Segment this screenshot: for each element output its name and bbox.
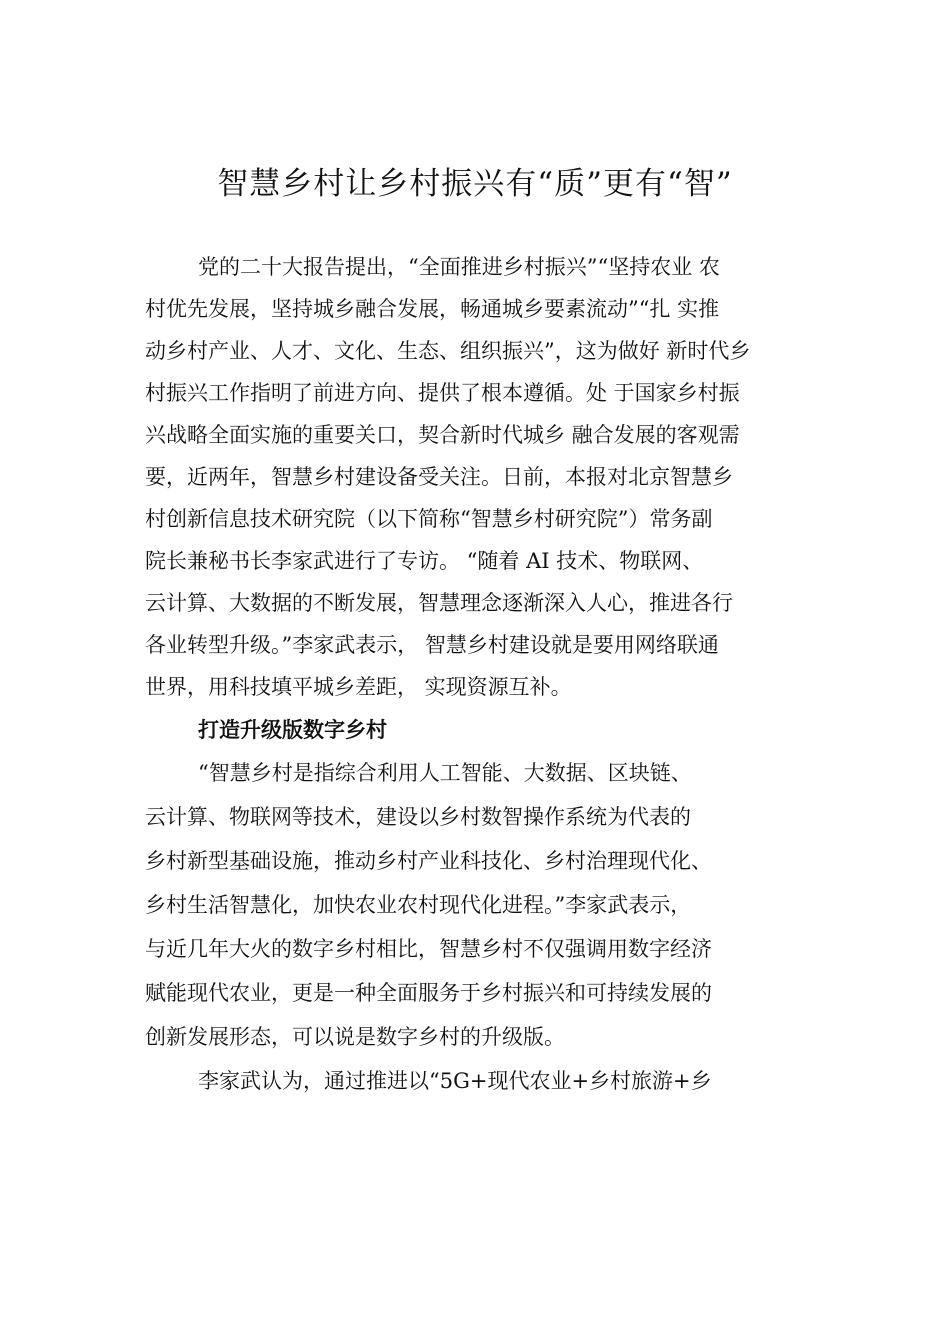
paragraph-line: 动乡村产业、人才、文化、生态、组织振兴”，这为做好 新时代乡 xyxy=(145,339,751,363)
paragraph-line: 院长兼秘书长李家武进行了专访。 “随着 AI 技术、物联网、 xyxy=(145,549,704,573)
paragraph-line: 李家武认为，通过推进以“5G+现代农业+乡村旅游+乡 xyxy=(198,1069,712,1093)
paragraph-line: 村创新信息技术研究院（以下简称“智慧乡村研究院”）常务副 xyxy=(145,507,713,531)
paragraph-line: 村优先发展，坚持城乡融合发展，畅通城乡要素流动”“扎 实推 xyxy=(145,297,720,321)
paragraph-line: 乡村新型基础设施，推动乡村产业科技化、乡村治理现代化、 xyxy=(145,849,712,873)
paragraph-line: 云计算、大数据的不断发展，智慧理念逐渐深入人心，推进各行 xyxy=(145,591,733,615)
paragraph-line: 与近几年大火的数字乡村相比，智慧乡村不仅强调用数字经济 xyxy=(145,937,712,961)
paragraph-line: 各业转型升级。”李家武表示， 智慧乡村建设就是要用网络联通 xyxy=(145,633,719,657)
document-title: 智慧乡村让乡村振兴有“质”更有“智” xyxy=(217,166,733,202)
paragraph-line: 要，近两年，智慧乡村建设备受关注。日前，本报对北京智慧乡 xyxy=(145,465,733,489)
paragraph-line: 创新发展形态，可以说是数字乡村的升级版。 xyxy=(145,1025,565,1049)
paragraph-line: 赋能现代农业，更是一种全面服务于乡村振兴和可持续发展的 xyxy=(145,981,712,1005)
paragraph-line: 村振兴工作指明了前进方向、提供了根本遵循。处 于国家乡村振 xyxy=(145,381,740,405)
paragraph-line: 乡村生活智慧化，加快农业农村现代化进程。”李家武表示， xyxy=(145,893,692,917)
paragraph-line: 党的二十大报告提出，“全面推进乡村振兴”“坚持农业 农 xyxy=(198,255,720,279)
paragraph-line: 世界，用科技填平城乡差距， 实现资源互补。 xyxy=(145,675,572,699)
paragraph-line: 兴战略全面实施的重要关口，契合新时代城乡 融合发展的客观需 xyxy=(145,423,740,447)
section-heading: 打造升级版数字乡村 xyxy=(198,717,387,742)
paragraph-line: 云计算、物联网等技术，建设以乡村数智操作系统为代表的 xyxy=(145,805,691,829)
paragraph-line: “智慧乡村是指综合利用人工智能、大数据、区块链、 xyxy=(198,761,692,785)
